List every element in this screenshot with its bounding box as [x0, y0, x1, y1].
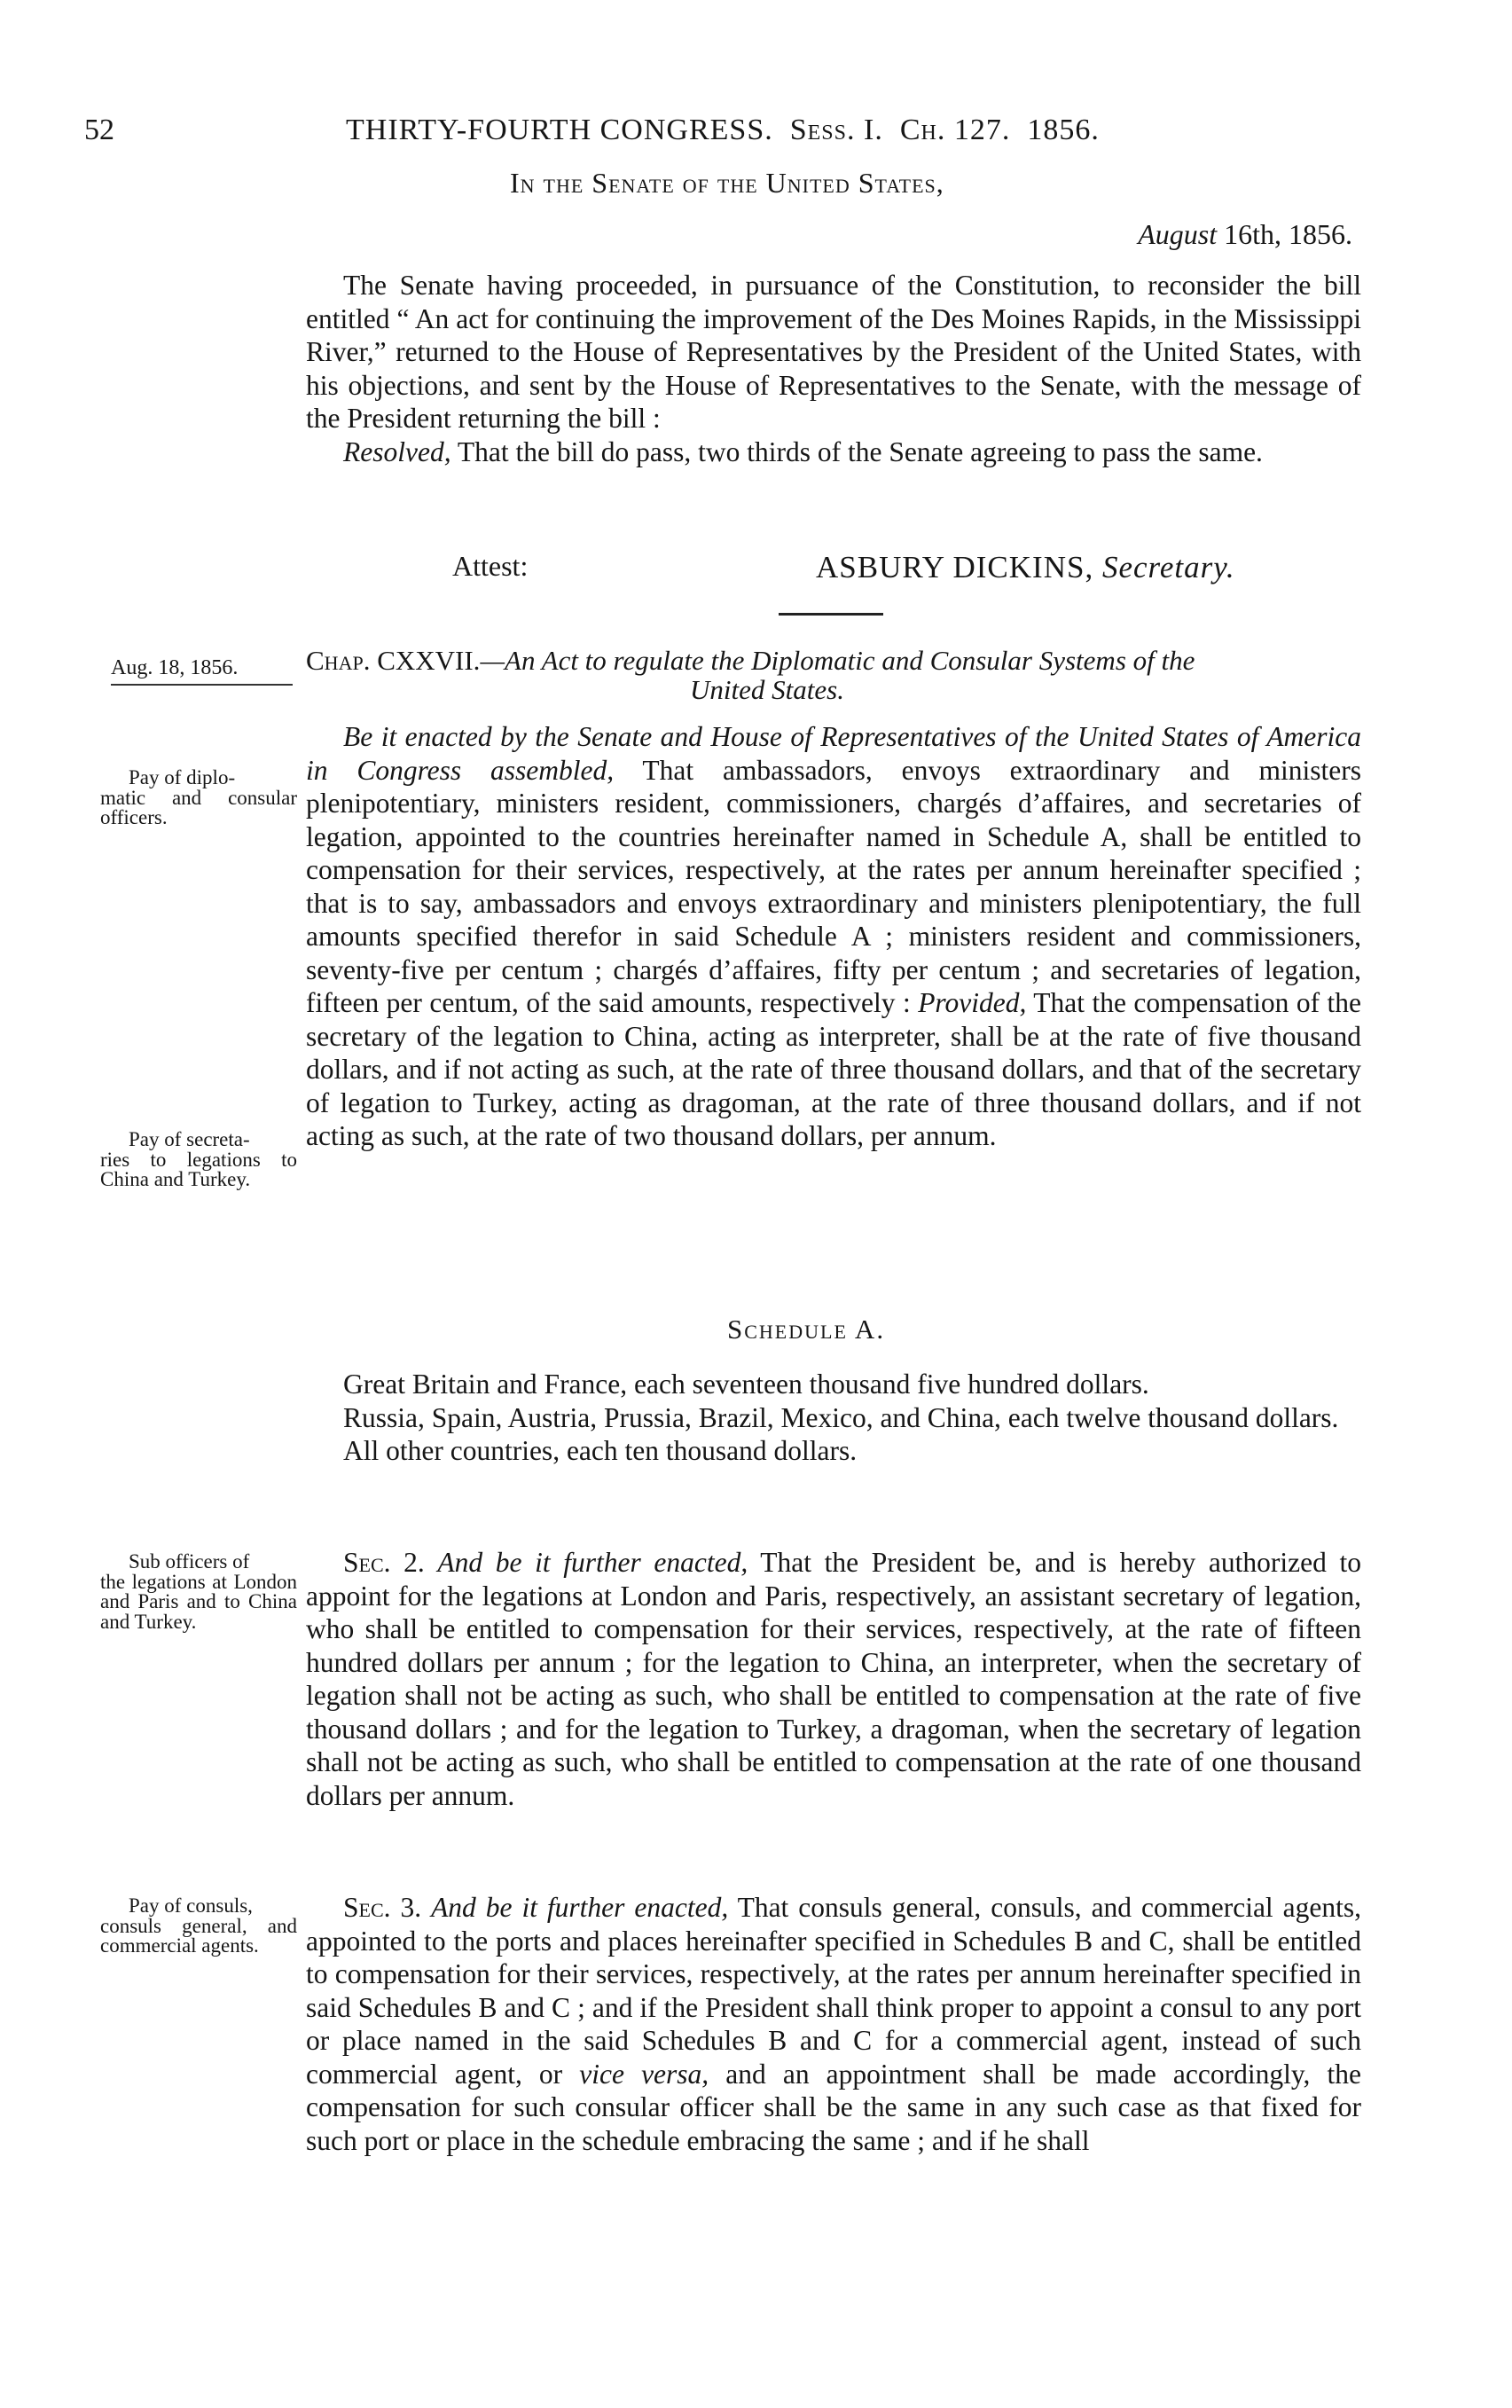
sidenote-pay-secretaries-first: Pay of secreta-: [129, 1128, 250, 1150]
section-2-paragraph: [306, 1546, 1361, 1812]
sidenote-sub-officers-first: Sub officers of: [129, 1550, 250, 1573]
schedule-a-item: Russia, Spain, Austria, Prussia, Brazil, Mexico, and China, each twelve thousand dollars.: [343, 1401, 1339, 1433]
sidenote-sub-officers-rest: the legations at London and Paris and to China and Turkey.: [100, 1570, 297, 1633]
section-1-text: That ambassadors, envoys extraordinary and ministers plenipotentiary, ministers resident, commissioners, chargés d’affaires, and secretaries of legation, appointed to the countries hereinafter named in Schedule A, shall be entitled to compensation for their services, respectively, at the rates per annum hereinafter specified ; that is to say, ambassadors and envoys extraordinary and ministers plenipotentiary, the full amounts specified therefor in said Schedule A ; ministers resident and commissioners, seventy-five per centum ; chargés d’affaires, fifty per centum ; and secretaries of legation, fifteen per centum, of the said amounts, respectively :: [306, 754, 1361, 1018]
attestation: [452, 550, 1348, 583]
section-3-paragraph: [306, 1891, 1361, 2157]
chapter-title: —An Act to regulate the Diplomatic and Consular Systems of the: [480, 645, 1195, 676]
vice-versa: vice versa,: [579, 2058, 709, 2090]
section-2-label: Sec. 2.: [343, 1547, 425, 1578]
provided-text: That the compensation of the secretary of the legation to China, acting as interpreter, shall be at the rate of five thousand dollars, and if not acting as such, at the rate of three thousand dollars, and that of the secretary of legation to Turkey, acting as dragoman, at the rate of three thousand dollars, and if not acting as such, at the rate of two thousand dollars, per annum.: [306, 987, 1362, 1151]
section-3-text-a: That consuls general, consuls, and commercial agents, appointed to the ports and places hereinafter specified in Schedules B and C, shall be entitled to compensation for their services, respectively, at the rates per annum hereinafter specified in said Schedules B and C ; and if the President shall think proper to appoint a consul to any port or place named in the said Schedules B and C for a commercial agent, instead of such commercial agent, or: [306, 1892, 1361, 2090]
section-1: [306, 720, 1361, 1153]
attest-title: Secretary.: [1101, 550, 1235, 584]
sidenote-pay-secretaries-rest: ries to legations to China and Turkey.: [100, 1148, 297, 1190]
congress-title: THIRTY-FOURTH CONGRESS.: [346, 114, 773, 146]
section-3-text-b: and an appointment shall be made accordingly, the compensation for such consular officer shall be the same in any such case as that fixed for such port or place in the schedule embracing the same ; and if he shall: [306, 2058, 1361, 2156]
senate-date-day: 16th, 1856.: [1224, 218, 1352, 250]
schedule-a-heading: Schedule A.: [727, 1314, 886, 1345]
enacting-clause: Be it enacted by the Senate and House of Representatives of the United States of America in Congress assembled,: [306, 721, 1361, 786]
senate-resolution-text: [306, 269, 1361, 468]
attest-name: ASBURY DICKINS,: [816, 550, 1094, 584]
section-2-enacting: And be it further enacted,: [437, 1547, 748, 1578]
schedule-a-item: Great Britain and France, each seventeen thousand five hundred dollars.: [343, 1369, 1149, 1400]
schedule-a-item: All other countries, each ten thousand dollars.: [343, 1435, 858, 1466]
section-3: [306, 1891, 1361, 2157]
sidenote-pay-consuls-first: Pay of consuls,: [129, 1894, 253, 1917]
section-2-text: That the President be, and is hereby authorized to appoint for the legations at London and Paris, respectively, an assistant secretary of legation, who shall be entitled to compensation for their services, respectively, at the rate of fifteen hundred dollars per annum ; for the legation to China, an interpreter, when the secretary of legation shall not be acting as such, who shall be entitled to compensation at the rate of five thousand dollars ; and for the legation to Turkey, a dragoman, when the secretary of legation shall not be acting as such, who shall be entitled to compensation at the rate of one thousand dollars per annum.: [306, 1547, 1361, 1811]
header-year: 1856.: [1027, 114, 1100, 146]
page-number: 52: [84, 114, 114, 146]
resolved-label: Resolved,: [343, 435, 451, 467]
attest-signature: [816, 550, 1235, 585]
sidenote-pay-consuls-rest: consuls general, and commercial agents.: [100, 1914, 297, 1957]
section-divider: [779, 613, 883, 616]
section-2: [306, 1546, 1361, 1812]
attest-label: Attest:: [452, 550, 529, 582]
senate-date: [1138, 218, 1352, 251]
section-3-label: Sec. 3.: [343, 1892, 422, 1923]
section-1-paragraph: [306, 720, 1361, 1153]
resolved-paragraph: [306, 435, 1361, 469]
margin-date: Aug. 18, 1856.: [111, 656, 293, 686]
senate-paragraph: The Senate having proceeded, in pursuance of the Constitution, to reconsider the bill entitled “ An act for continuing the improvement of the Des Moines Rapids, in the Mississippi River,” returned to the House of Representatives by the President of the United States, with his objections, and sent by the House of Representatives to the Senate, with the message of the President returning the bill :: [306, 270, 1361, 434]
senate-heading: In the Senate of the United States,: [510, 167, 944, 199]
session-label: Sess. I.: [789, 114, 883, 146]
chapter-title-line2: United States.: [690, 674, 844, 705]
sidenote-sub-officers: [100, 1552, 297, 1632]
running-title: [346, 114, 1100, 147]
chapter-reference: Ch. 127.: [899, 114, 1011, 146]
sidenote-pay-diplomatic-first: Pay of diplo-: [129, 766, 236, 788]
provided-label: Provided,: [918, 987, 1027, 1018]
senate-date-month: August: [1138, 218, 1218, 250]
sidenote-pay-consuls: [100, 1896, 297, 1957]
chapter-heading: [306, 646, 1361, 704]
running-header: [84, 114, 1326, 158]
sidenote-pay-diplomatic-rest: matic and consular officers.: [100, 786, 297, 828]
chapter-label: Chap. CXXVII.: [306, 645, 481, 676]
sidenote-pay-secretaries: [100, 1130, 297, 1190]
resolved-text: That the bill do pass, two thirds of the Senate agreeing to pass the same.: [457, 435, 1263, 467]
sidenote-pay-diplomatic: [100, 768, 297, 828]
section-3-enacting: And be it further enacted,: [431, 1892, 729, 1923]
schedule-a-list: [306, 1368, 1361, 1468]
